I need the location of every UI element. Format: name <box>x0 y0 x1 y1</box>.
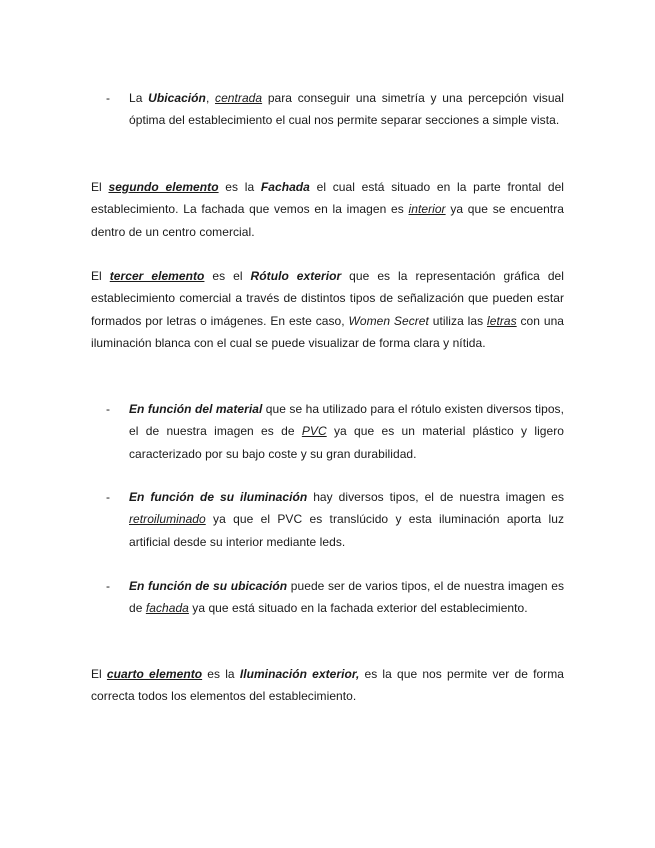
text-run: puede ser de varios tipos, el de nuestra imagen es de <box>129 579 565 616</box>
text-run: es el <box>204 269 251 283</box>
term-interior: interior <box>408 202 446 217</box>
text-run: ya que es un material plástico y ligero caracterizado por su bajo coste y su gran durabilidad. <box>129 424 564 461</box>
bullet-text <box>129 87 564 132</box>
text-run: es la que nos permite ver de forma correcta todos los elementos del establecimiento. <box>91 667 564 704</box>
text-run: La <box>129 91 149 105</box>
text-run: el cual está situado en la parte frontal del establecimiento. La fachada que vemos en la imagen es <box>91 180 565 217</box>
bullet-item-iluminacion <box>106 486 564 553</box>
bullet-item-ubicacion <box>106 87 564 132</box>
text-run: que es la representación gráfica del establecimiento comercial a través de distintos tipos de señalización que pueden estar formados por letras o imágenes. En este caso, <box>91 269 564 328</box>
term-fachada-tipo: fachada <box>145 601 189 616</box>
term-rotulo-exterior: Rótulo exterior <box>250 269 342 283</box>
term-retroiluminado: retroiluminado <box>129 512 206 527</box>
text-run: El <box>91 667 107 681</box>
text-run: , <box>205 91 216 105</box>
paragraph-tercer-elemento <box>91 265 564 354</box>
heading-tercer-elemento: tercer elemento <box>109 269 205 283</box>
text-run: El <box>91 180 109 194</box>
text-run: con una iluminación blanca con el cual se puede visualizar de forma clara y nítida. <box>91 313 565 350</box>
bullet-text <box>129 486 564 553</box>
term-ubicacion: Ubicación <box>148 91 206 105</box>
term-funcion-iluminacion: En función de su iluminación <box>129 490 308 504</box>
term-funcion-material: En función del material <box>129 402 263 416</box>
text-run: que se ha utilizado para el rótulo existen diversos tipos, el de nuestra imagen es de <box>129 402 564 439</box>
bullet-dash: - <box>106 490 111 504</box>
text-run: es la <box>218 180 261 194</box>
bullet-dash: - <box>106 91 111 105</box>
heading-segundo-elemento: segundo elemento <box>108 180 219 194</box>
text-run: hay diversos tipos, el de nuestra imagen es <box>307 490 564 504</box>
text-run: ya que está situado en la fachada exterior del establecimiento. <box>188 601 528 616</box>
term-fachada: Fachada <box>260 180 310 194</box>
bullet-item-ubicacion-rotulo <box>106 575 564 620</box>
term-iluminacion-exterior: Iluminación exterior, <box>239 667 360 681</box>
text-run: utiliza las <box>428 313 487 328</box>
text-run: El <box>91 269 110 283</box>
bullet-dash: - <box>106 579 111 593</box>
heading-cuarto-elemento: cuarto elemento <box>106 667 203 681</box>
term-pvc: PVC <box>301 424 327 439</box>
text-run: para conseguir una simetría y una percepción visual óptima del establecimiento el cual nos permite separar secciones a simple vista. <box>129 91 564 128</box>
text-run: ya que se encuentra dentro de un centro comercial. <box>91 202 564 239</box>
paragraph-cuarto-elemento <box>91 663 564 708</box>
text-run: es la <box>202 667 240 681</box>
bullet-text <box>129 575 564 620</box>
bullet-dash: - <box>106 402 111 416</box>
term-funcion-ubicacion: En función de su ubicación <box>129 579 288 593</box>
term-centrada: centrada <box>215 91 263 105</box>
text-run: ya que el PVC es translúcido y esta iluminación aporta luz artificial desde su interior mediante leds. <box>129 512 564 549</box>
paragraph-segundo-elemento <box>91 176 564 243</box>
term-letras: letras <box>487 313 517 328</box>
brand-name: Women Secret <box>348 313 429 328</box>
bullet-item-material <box>106 398 564 465</box>
bullet-text <box>129 398 564 465</box>
